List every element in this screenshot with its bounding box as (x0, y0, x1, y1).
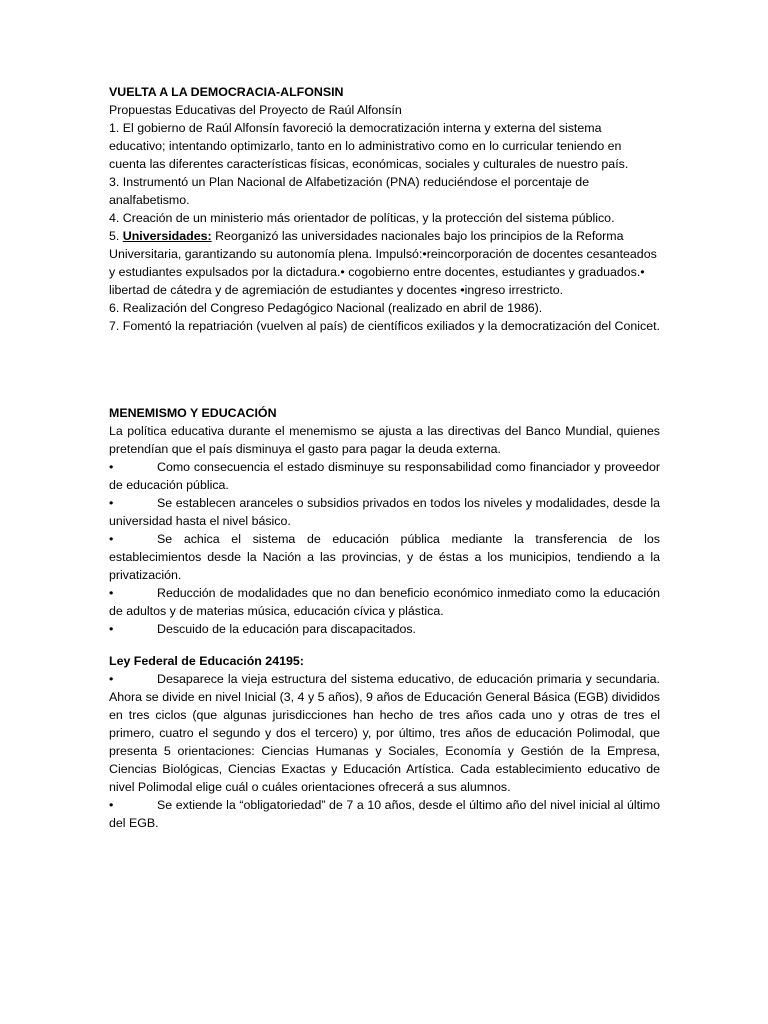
bullet-item: • Se achica el sistema de educación pública mediante la transferencia de los establecimientos desde la Nación a las provincias, y de éstas a los municipios, tendiendo a la privatización. (109, 532, 660, 582)
item-number: 5. (109, 229, 123, 243)
list-item-1: 1. El gobierno de Raúl Alfonsín favoreció la democratización interna y externa del sistema educativo; intentando optimizarlo, tanto en lo administrativo como en lo curricular teniendo en cuenta las diferentes características físicas, económicas, sociales y culturales de nuestro país. (109, 121, 629, 171)
bullet-icon: • (109, 586, 114, 600)
list-item-3: 3. Instrumentó un Plan Nacional de Alfabetización (PNA) reduciéndose el porcentaje de analfabetismo. (109, 175, 590, 207)
list-item-7: 7. Fomentó la repatriación (vuelven al país) de científicos exiliados y la democratización del Conicet. (109, 319, 660, 333)
list-item-5 (109, 227, 660, 299)
section-title: VUELTA A LA DEMOCRACIA-ALFONSIN (109, 85, 344, 99)
list-item-6: 6. Realización del Congreso Pedagógico Nacional (realizado en abril de 1986). (109, 301, 543, 315)
bullet-icon: • (109, 460, 114, 474)
bullet-icon: • (109, 622, 114, 636)
bullet-item: • Como consecuencia el estado disminuye su responsabilidad como financiador y proveedor de educación pública. (109, 460, 660, 492)
bullet-item: • Descuido de la educación para discapacitados. (109, 622, 416, 636)
bullet-icon: • (109, 798, 114, 812)
bullet-item: • Reducción de modalidades que no dan beneficio económico inmediato como la educación de adultos y de materias música, educación cívica y plástica. (109, 586, 660, 618)
section-title: MENEMISMO Y EDUCACIÓN (109, 406, 277, 420)
universidades-label: Universidades: (122, 229, 212, 243)
bullet-icon: • (109, 532, 114, 546)
item-text: Reorganizó las universidades nacionales bajo los principios de la Reforma Universitaria, garantizando su autonomía plena. Impulsó:•reincorporación de docentes cesanteados y estudiantes expulsados por la dictadura.• cogobierno entre docentes, estudiantes y graduados.• libertad de cátedra y de agremiación de estudiantes y docentes •ingreso irrestricto. (109, 229, 657, 297)
bullet-icon: • (109, 672, 114, 686)
paragraph: La política educativa durante el menemismo se ajusta a las directivas del Banco Mundial, quienes pretendían que el país disminuya el gasto para pagar la deuda externa. (109, 424, 660, 456)
section-menemismo (109, 404, 660, 638)
section-alfonsin (109, 83, 660, 335)
bullet-item: • Se establecen aranceles o subsidios privados en todos los niveles y modalidades, desde la universidad hasta el nivel básico. (109, 496, 660, 528)
list-item-4: 4. Creación de un ministerio más orientador de políticas, y la protección del sistema público. (109, 211, 615, 225)
bullet-item: • Se extiende la “obligatoriedad” de 7 a 10 años, desde el último año del nivel inicial al último del EGB. (109, 798, 660, 830)
section-title: Ley Federal de Educación 24195: (109, 654, 304, 668)
bullet-item: • Desaparece la vieja estructura del sistema educativo, de educación primaria y secundaria. Ahora se divide en nivel Inicial (3, 4 y 5 años), 9 años de Educación General Básica (EGB) divididos en tres ciclos (que algunas jurisdicciones han hecho de tres años cada uno y otras de tres el primero, cuatro el segundo y dos el tercero) y, por último, tres años de educación Polimodal, que presenta 5 orientaciones: Ciencias Humanas y Sociales, Economía y Gestión de la Empresa, Ciencias Biológicas, Ciencias Exactas y Educación Artística. Cada establecimiento educativo de nivel Polimodal elige cuál o cuáles orientaciones ofrecerá a sus alumnos. (109, 672, 660, 794)
section-subtitle: Propuestas Educativas del Proyecto de Raúl Alfonsín (109, 103, 402, 117)
bullet-icon: • (109, 496, 114, 510)
section-ley-federal (109, 652, 660, 832)
